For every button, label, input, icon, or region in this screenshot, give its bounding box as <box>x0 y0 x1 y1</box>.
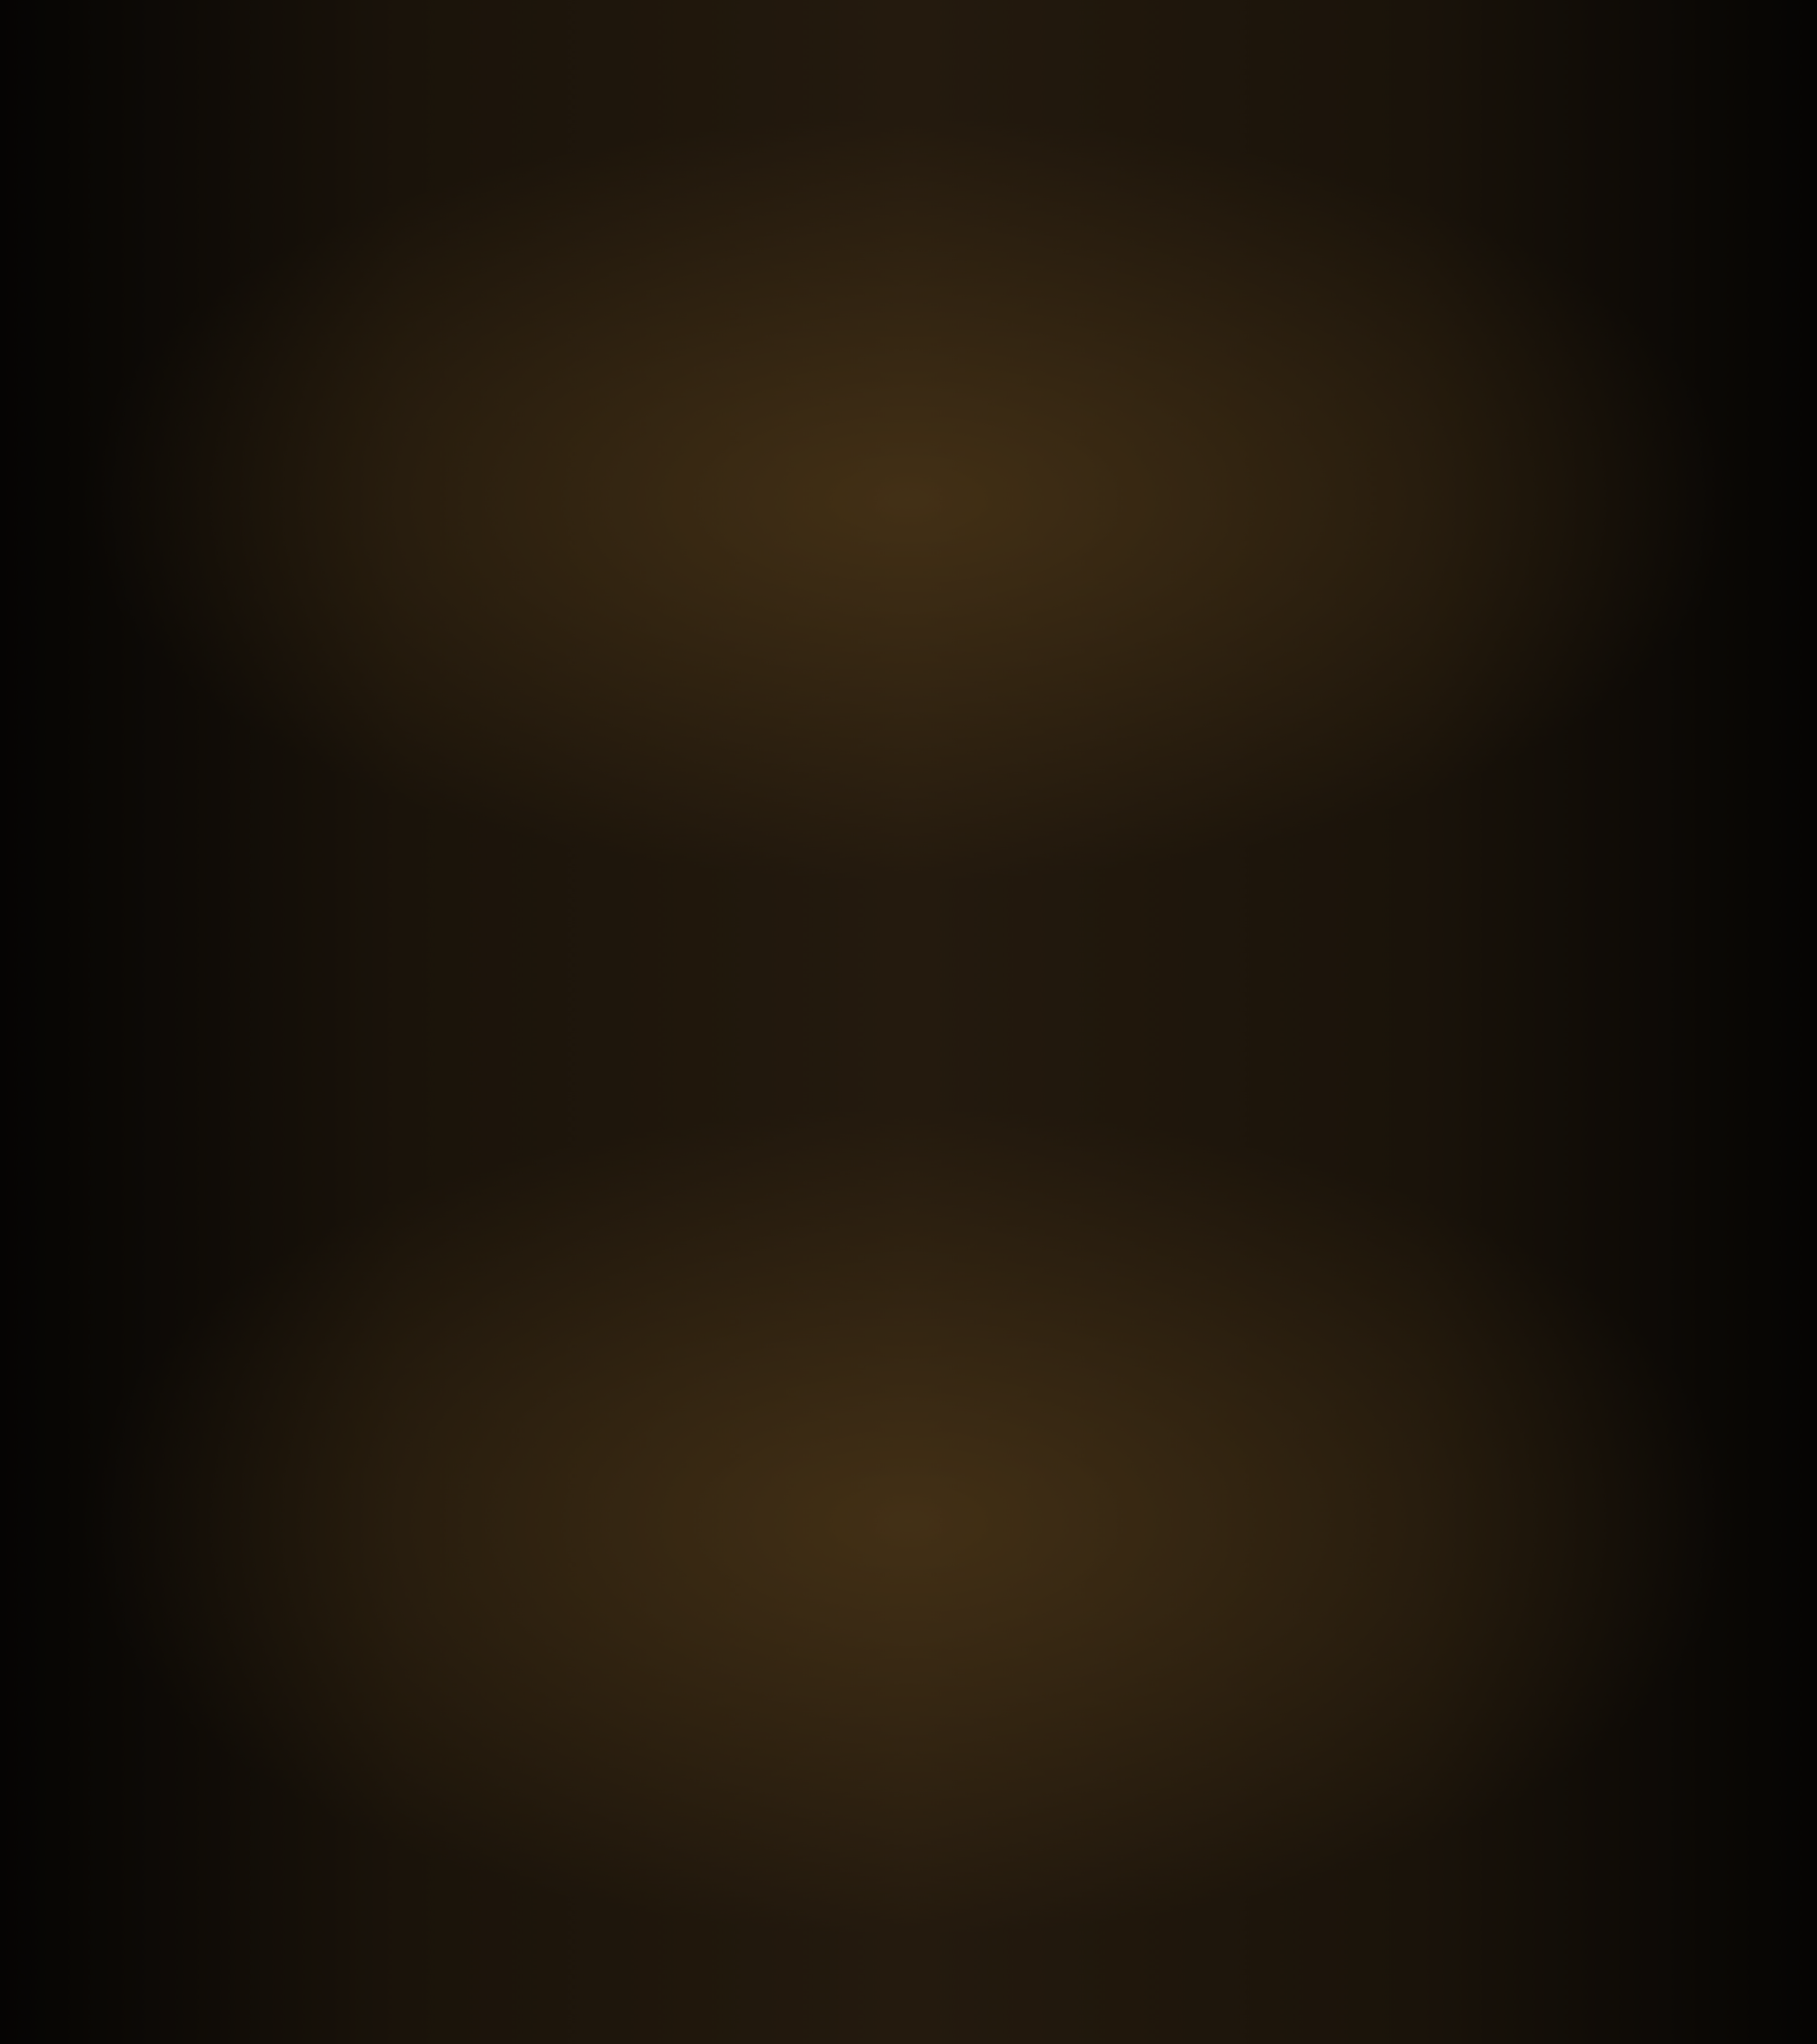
credits-panel-bottom[interactable] <box>135 1023 1676 2044</box>
credits-panel-top[interactable] <box>135 0 1676 1023</box>
